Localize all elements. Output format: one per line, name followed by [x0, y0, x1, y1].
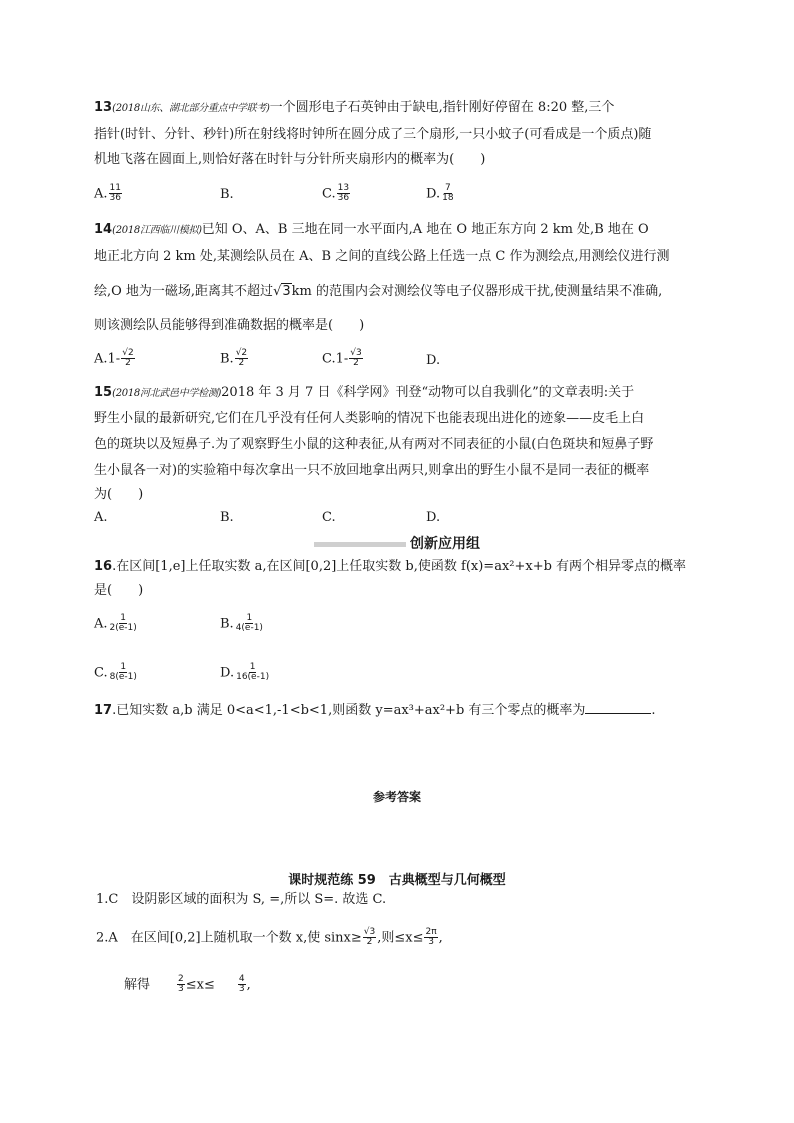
q16-line-1: 16.在区间[1,e]上任取实数 a,在区间[0,2]上任取实数 b,使函数 f(x)=ax²+x+b 有两个相异零点的概率	[94, 559, 687, 574]
q14-option-c: C.1- $\frac{√3}{2}$	[322, 348, 362, 369]
q17-number: 17	[94, 703, 113, 718]
q14-option-d: D.	[426, 353, 441, 368]
q14-line-3: 绘,O 地为一磁场,距离其不超过√3km 的范围内会对测绘仪等电子仪器形成干扰,使测量结果不准确,	[94, 284, 663, 299]
q15-source: (2018河北武邑中学检测)	[112, 388, 222, 399]
q15-line-5: 为( )	[94, 487, 144, 502]
q14-option-b: B. $\frac{√2}{2}$	[220, 348, 248, 369]
answer-1: 1.C 设阴影区域的面积为 S, =,所以 S=. 故选 C.	[96, 892, 387, 907]
q15-option-b: B.	[220, 510, 234, 525]
q14-number: 14	[94, 222, 113, 237]
q14-line-1: 14(2018江西临川模拟)已知 O、A、B 三地在同一水平面内,A 地在 O 地正东方向 2 km 处,B 地在 O	[94, 222, 649, 237]
answer-blank	[585, 702, 651, 714]
section-header	[0, 533, 794, 553]
answers-title: 参考答案	[372, 790, 421, 804]
section-bar-decoration	[314, 542, 406, 547]
q13-source: (2018山东、湖北部分重点中学联考)	[112, 103, 270, 114]
answer-2: 2.A 在区间[0,2]上随机取一个数 x,使 sinx≥ $\frac{√3}{2}$ ,则≤x≤ $\frac{2\pi}{3}$ ,	[96, 927, 443, 948]
section-title: 创新应用组	[410, 536, 480, 552]
q17-line-1: 17.已知实数 a,b 满足 0<a<1,-1<b<1,则函数 y=ax³+ax²+b 有三个零点的概率为 .	[94, 703, 656, 718]
q15-number: 15	[94, 385, 113, 400]
q16-option-a: A. $\frac{1}{2(e-1)}$	[94, 613, 137, 634]
q16-option-c: C. $\frac{1}{8(e-1)}$	[94, 662, 137, 683]
q13-number: 13	[94, 100, 113, 115]
q13-option-b: B.	[220, 187, 234, 202]
q14-source: (2018江西临川模拟)	[112, 225, 202, 236]
q13-option-a: A. $\frac{11}{36}$	[94, 183, 121, 204]
q13-line-3: 机地飞落在圆面上,则恰好落在时针与分针所夹扇形内的概率为( )	[94, 152, 486, 167]
q15-option-d: D.	[426, 510, 441, 525]
q15-option-c: C.	[322, 510, 336, 525]
sqrt-symbol: √3	[273, 284, 291, 299]
q15-option-a: A.	[94, 510, 108, 525]
q15-line-2: 野生小鼠的最新研究,它们在几乎没有任何人类影响的情况下也能表现出进化的迹象——皮毛上白	[94, 411, 645, 426]
q16-number: 16	[94, 559, 113, 574]
q13-line-1: 13(2018山东、湖北部分重点中学联考)一个圆形电子石英钟由于缺电,指针刚好停留在 8:20 整,三个	[94, 100, 615, 115]
q15-line-4: 生小鼠各一对)的实验箱中每次拿出一只不放回地拿出两只,则拿出的野生小鼠不是同一表征的概率	[94, 463, 650, 478]
q14-line-4: 则该测绘队员能够得到准确数据的概率是( )	[94, 318, 365, 333]
q15-line-1: 15(2018河北武邑中学检测)2018 年 3 月 7 日《科学网》刊登“动物可以自我驯化”的文章表明:关于	[94, 385, 635, 400]
q16-line-2: 是( )	[94, 583, 144, 598]
q14-line-2: 地正北方向 2 km 处,某测绘队员在 A、B 之间的直线公路上任选一点 C 作为测绘点,用测绘仪进行测	[94, 249, 670, 264]
q13-line-2: 指针(时针、分针、秒针)所在射线将时钟所在圆分成了三个扇形,一只小蚊子(可看成是一个质点)随	[94, 127, 652, 142]
chapter-title: 课时规范练 59 古典概型与几何概型	[288, 873, 506, 888]
q15-line-3: 色的斑块以及短鼻子.为了观察野生小鼠的这种表征,从有两对不同表征的小鼠(白色斑块和短鼻子野	[94, 437, 654, 452]
q13-option-c: C. $\frac{13}{36}$	[322, 183, 350, 204]
q13-option-d: D. $\frac{7}{18}$	[426, 183, 454, 204]
answer-2-solution: 解得 $\frac{2}{3}$ ≤x≤ $\frac{4}{3}$ ,	[124, 974, 251, 995]
q14-option-a: A.1- $\frac{√2}{2}$	[94, 348, 134, 369]
q16-option-d: D. $\frac{1}{16(e-1)}$	[220, 662, 270, 683]
q16-option-b: B. $\frac{1}{4(e-1)}$	[220, 613, 263, 634]
